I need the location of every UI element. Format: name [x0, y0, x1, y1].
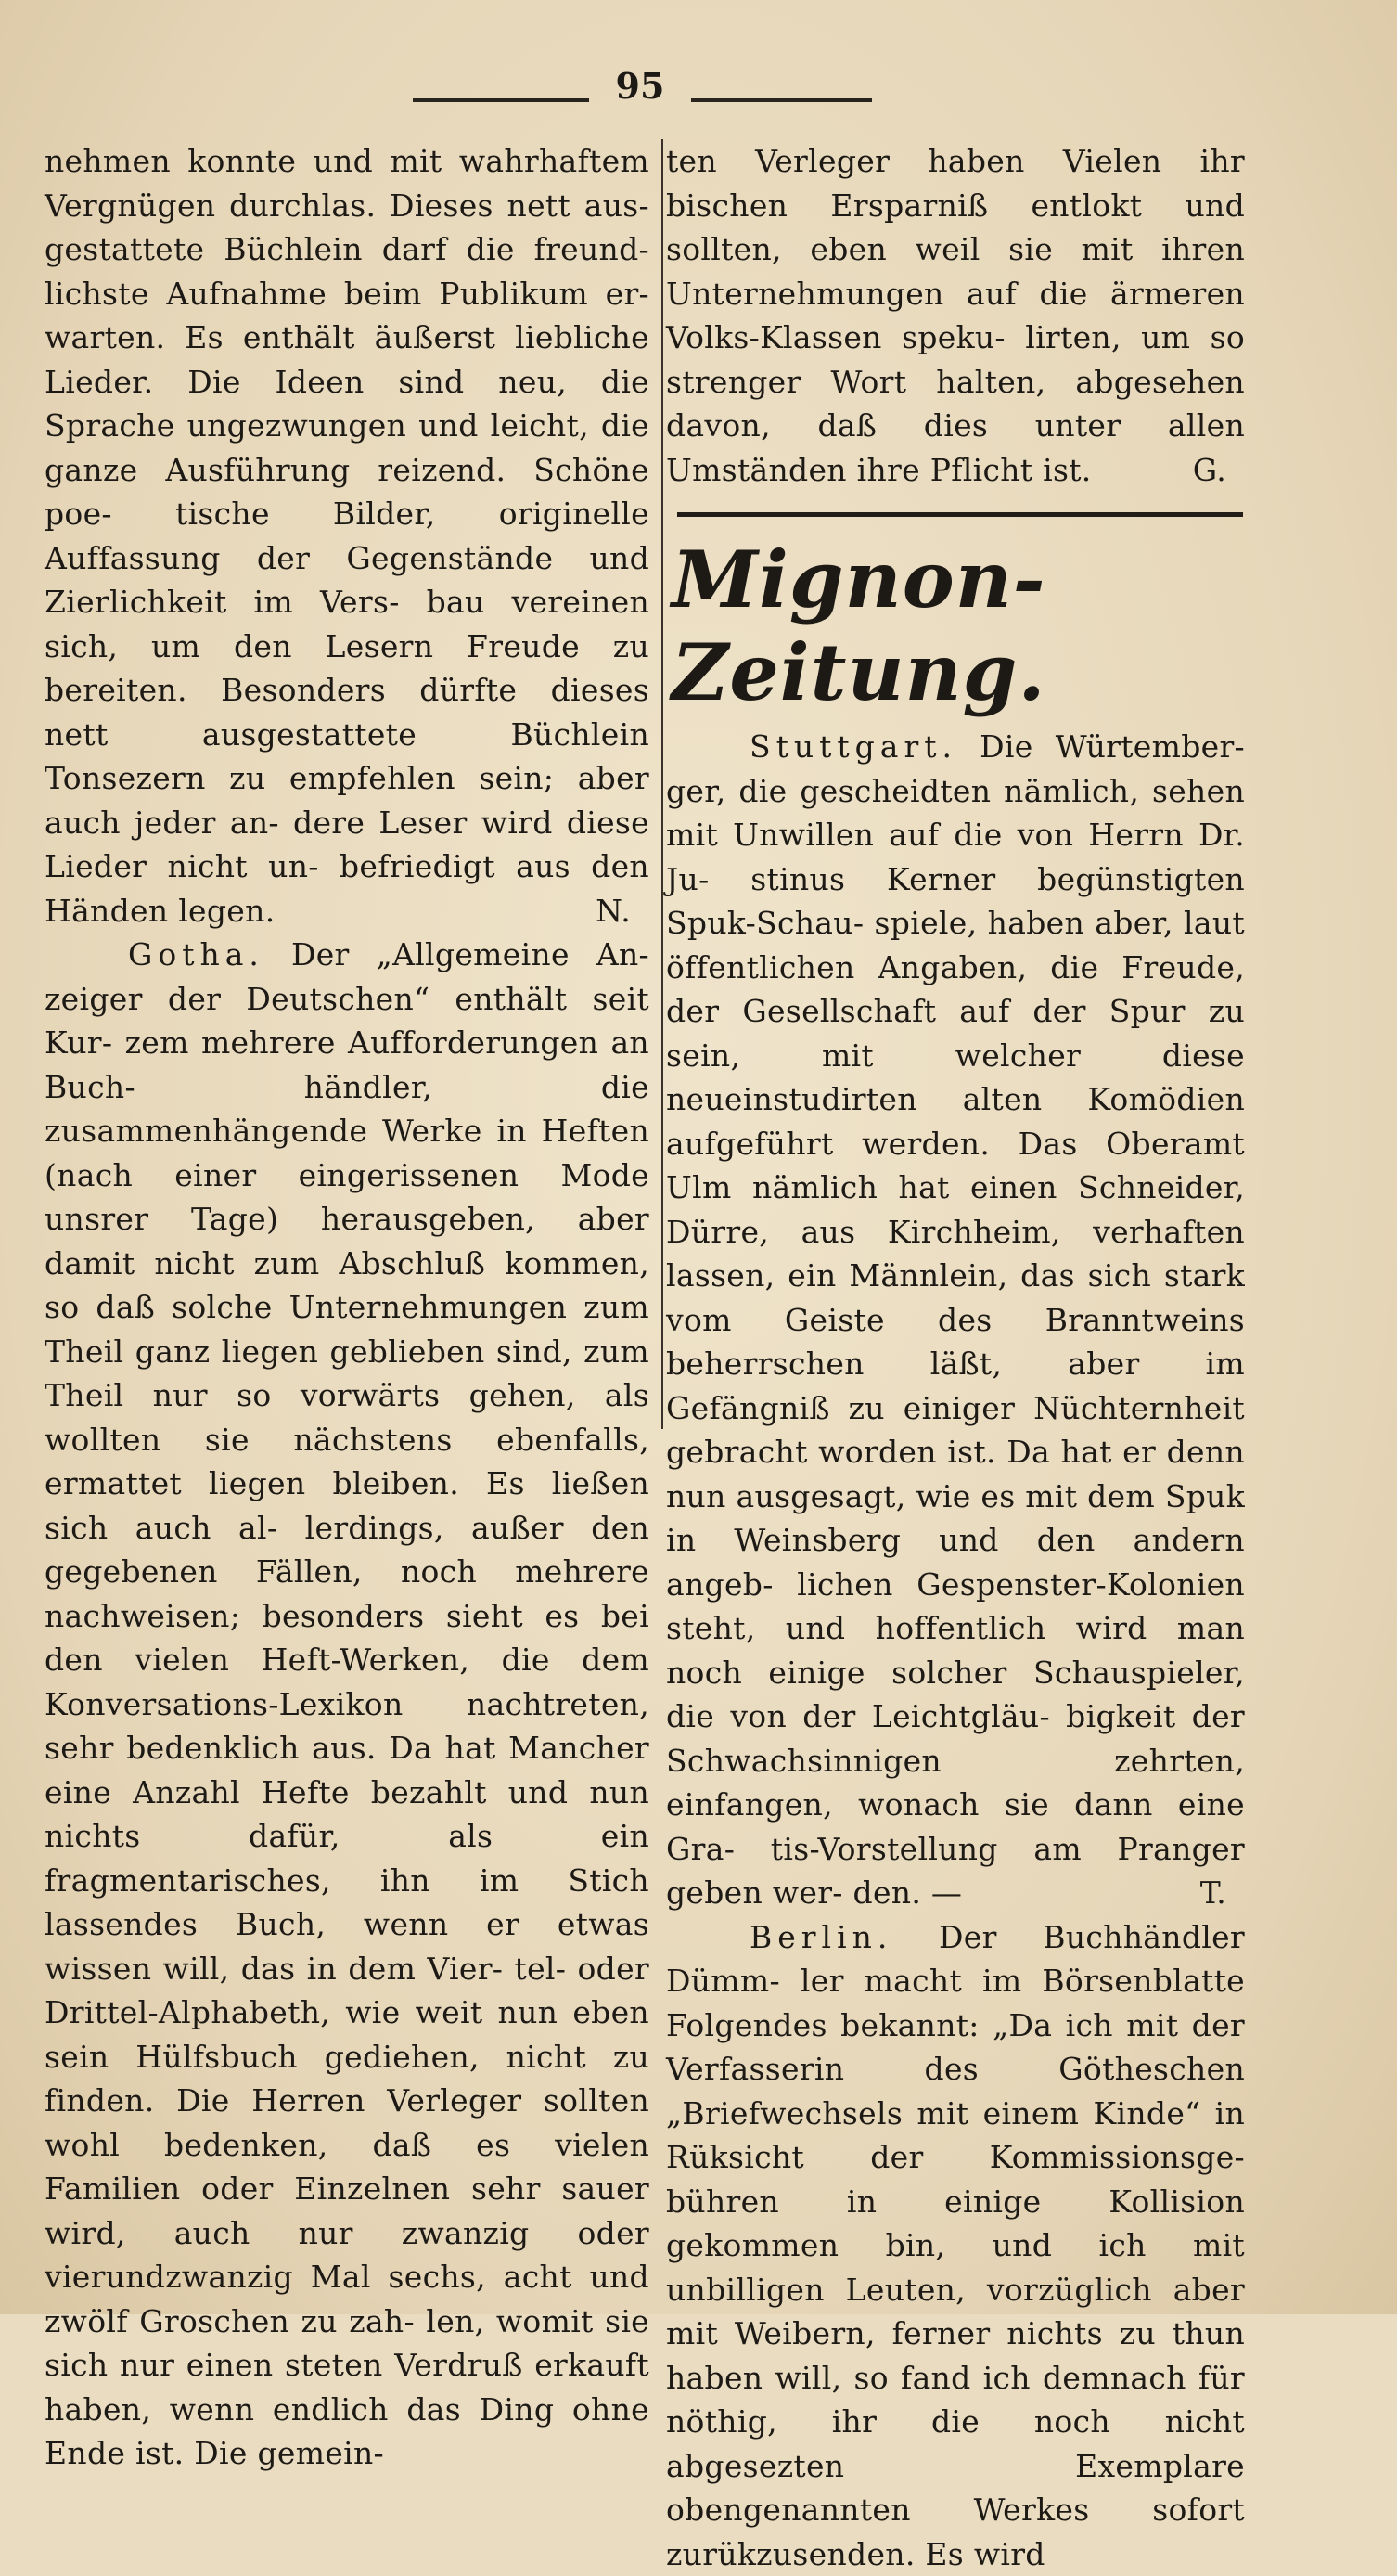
header-rule-left [413, 98, 589, 102]
section-masthead: Mignon-Zeitung. [672, 534, 1245, 719]
article-paragraph [666, 139, 1245, 492]
right-column [666, 139, 1245, 2576]
header-rule-right [691, 98, 872, 102]
paragraph-text: nehmen konnte und mit wahrhaftem Vergnügen durchlas. Dieses nett aus- gestattete Büchlein darf die freund- lichste Aufnahme beim Publikum er- warten. Es enthält äußerst liebliche Lieder. Die Ideen sind neu, die Sprache ungezwungen und leicht, die ganze Ausführung reizend. Schöne poe- tische Bilder, originelle Auffassung der Gegenstände und Zierlichkeit im Vers- bau vereinen sich, um den Lesern Freude zu bereiten. Besonders dürfte dieses nett ausgestattete Büchlein Tonsezern zu empfehlen sein; aber auch jeder an- dere Leser wird diese Lieder nicht un- befriedigt aus den Händen legen. [45, 143, 649, 929]
paragraph-text: Der Buchhändler Dümm- ler macht im Börsenblatte Folgendes bekannt: „Da ich mit der Verfasserin des Götheschen „Briefwechsels mit einem Kinde“ in Rüksicht der Kommissionsge- bühren in einige Kollision gekommen bin, und ich mit unbilligen Leuten, vorzüglich aber mit Weibern, ferner nichts zu thun haben will, so fand ich demnach für nöthig, ihr die noch nicht abgesezten Exemplare obengenannten Werkes sofort zurükzusenden. Es wird [666, 1919, 1245, 2572]
author-signature: T. [1117, 1871, 1245, 1915]
column-divider [661, 139, 663, 1429]
page-number: 95 [594, 65, 686, 107]
page-header [0, 65, 1397, 121]
paragraph-text: ten Verleger haben Vielen ihr bischen Ersparniß entlokt und sollten, eben weil sie mit ihren Unternehmungen auf die ärmeren Volks-Klassen speku- lirten, um so strenger Wort halten, abgesehen davon, daß dies unter allen Umständen ihre Pflicht ist. [666, 143, 1245, 488]
article-paragraph-stuttgart [666, 725, 1245, 1915]
dateline-place: Berlin. [750, 1919, 892, 1955]
author-signature: G. [1193, 448, 1245, 493]
paragraph-text: Der „Allgemeine An- zeiger der Deutschen“ enthält seit Kur- zem mehrere Aufforderungen an Buch- händler, die zusammenhängende Werke in Heften (nach einer eingerissenen Mode unsrer Tage) herausgeben, aber damit nicht zum Abschluß kommen, so daß solche Unternehmungen zum Theil ganz liegen geblieben sind, zum Theil nur so vorwärts gehen, als wollten sie nächstens ebenfalls, ermattet liegen bleiben. Es ließen sich auch al- lerdings, außer den gegebenen Fällen, noch mehrere nachweisen; besonders sieht es bei den vielen Heft-Werken, die dem Konversations-Lexikon nachtreten, sehr bedenklich aus. Da hat Mancher eine Anzahl Hefte bezahlt und nun nichts dafür, als ein fragmentarisches, ihn im Stich lassendes Buch, wenn er etwas wissen will, das in dem Vier- tel- oder Drittel-Alphabeth, wie weit nun eben sein Hülfsbuch gediehen, nicht zu finden. Die Herren Verleger sollten wohl bedenken, daß es vielen Familien oder Einzelnen sehr sauer wird, auch nur zwanzig oder vierundzwanzig Mal sechs, acht und zwölf Groschen zu zah- len, womit sie sich nur einen steten Verdruß erkauft haben, wenn endlich das Ding ohne Ende ist. Die gemein- [45, 936, 649, 2471]
section-rule [677, 512, 1243, 517]
paragraph-text: Die Würtember- ger, die gescheidten nämlich, sehen mit Unwillen auf die von Herrn Dr. Ju- stinus Kerner begünstigten Spuk-Schau- spiele, haben aber, laut öffentlichen Angaben, die Freude, der Gesellschaft auf der Spur zu sein, mit welcher diese neueinstudirten alten Komödien aufgeführt werden. Das Oberamt Ulm nämlich hat einen Schneider, Dürre, aus Kirchheim, verhaften lassen, ein Männlein, das sich stark vom Geiste des Branntweins beherrschen läßt, aber im Gefängniß zu einiger Nüchternheit gebracht worden ist. Da hat er denn nun ausgesagt, wie es mit dem Spuk in Weinsberg und den andern angeb- lichen Gespenster-Kolonien steht, und hoffentlich wird man noch einige solcher Schauspieler, die von der Leichtgläu- bigkeit der Schwachsinnigen zehrten, einfangen, wonach sie dann eine Gra- tis-Vorstellung am Pranger geben wer- den. — [666, 728, 1245, 1911]
dateline-place: Stuttgart. [750, 728, 957, 765]
left-column [45, 139, 649, 2476]
author-signature: N. [596, 889, 649, 934]
article-paragraph-berlin [666, 1915, 1245, 2576]
article-paragraph-gotha [45, 933, 649, 2476]
article-paragraph [45, 139, 649, 933]
dateline-place: Gotha. [128, 936, 264, 972]
